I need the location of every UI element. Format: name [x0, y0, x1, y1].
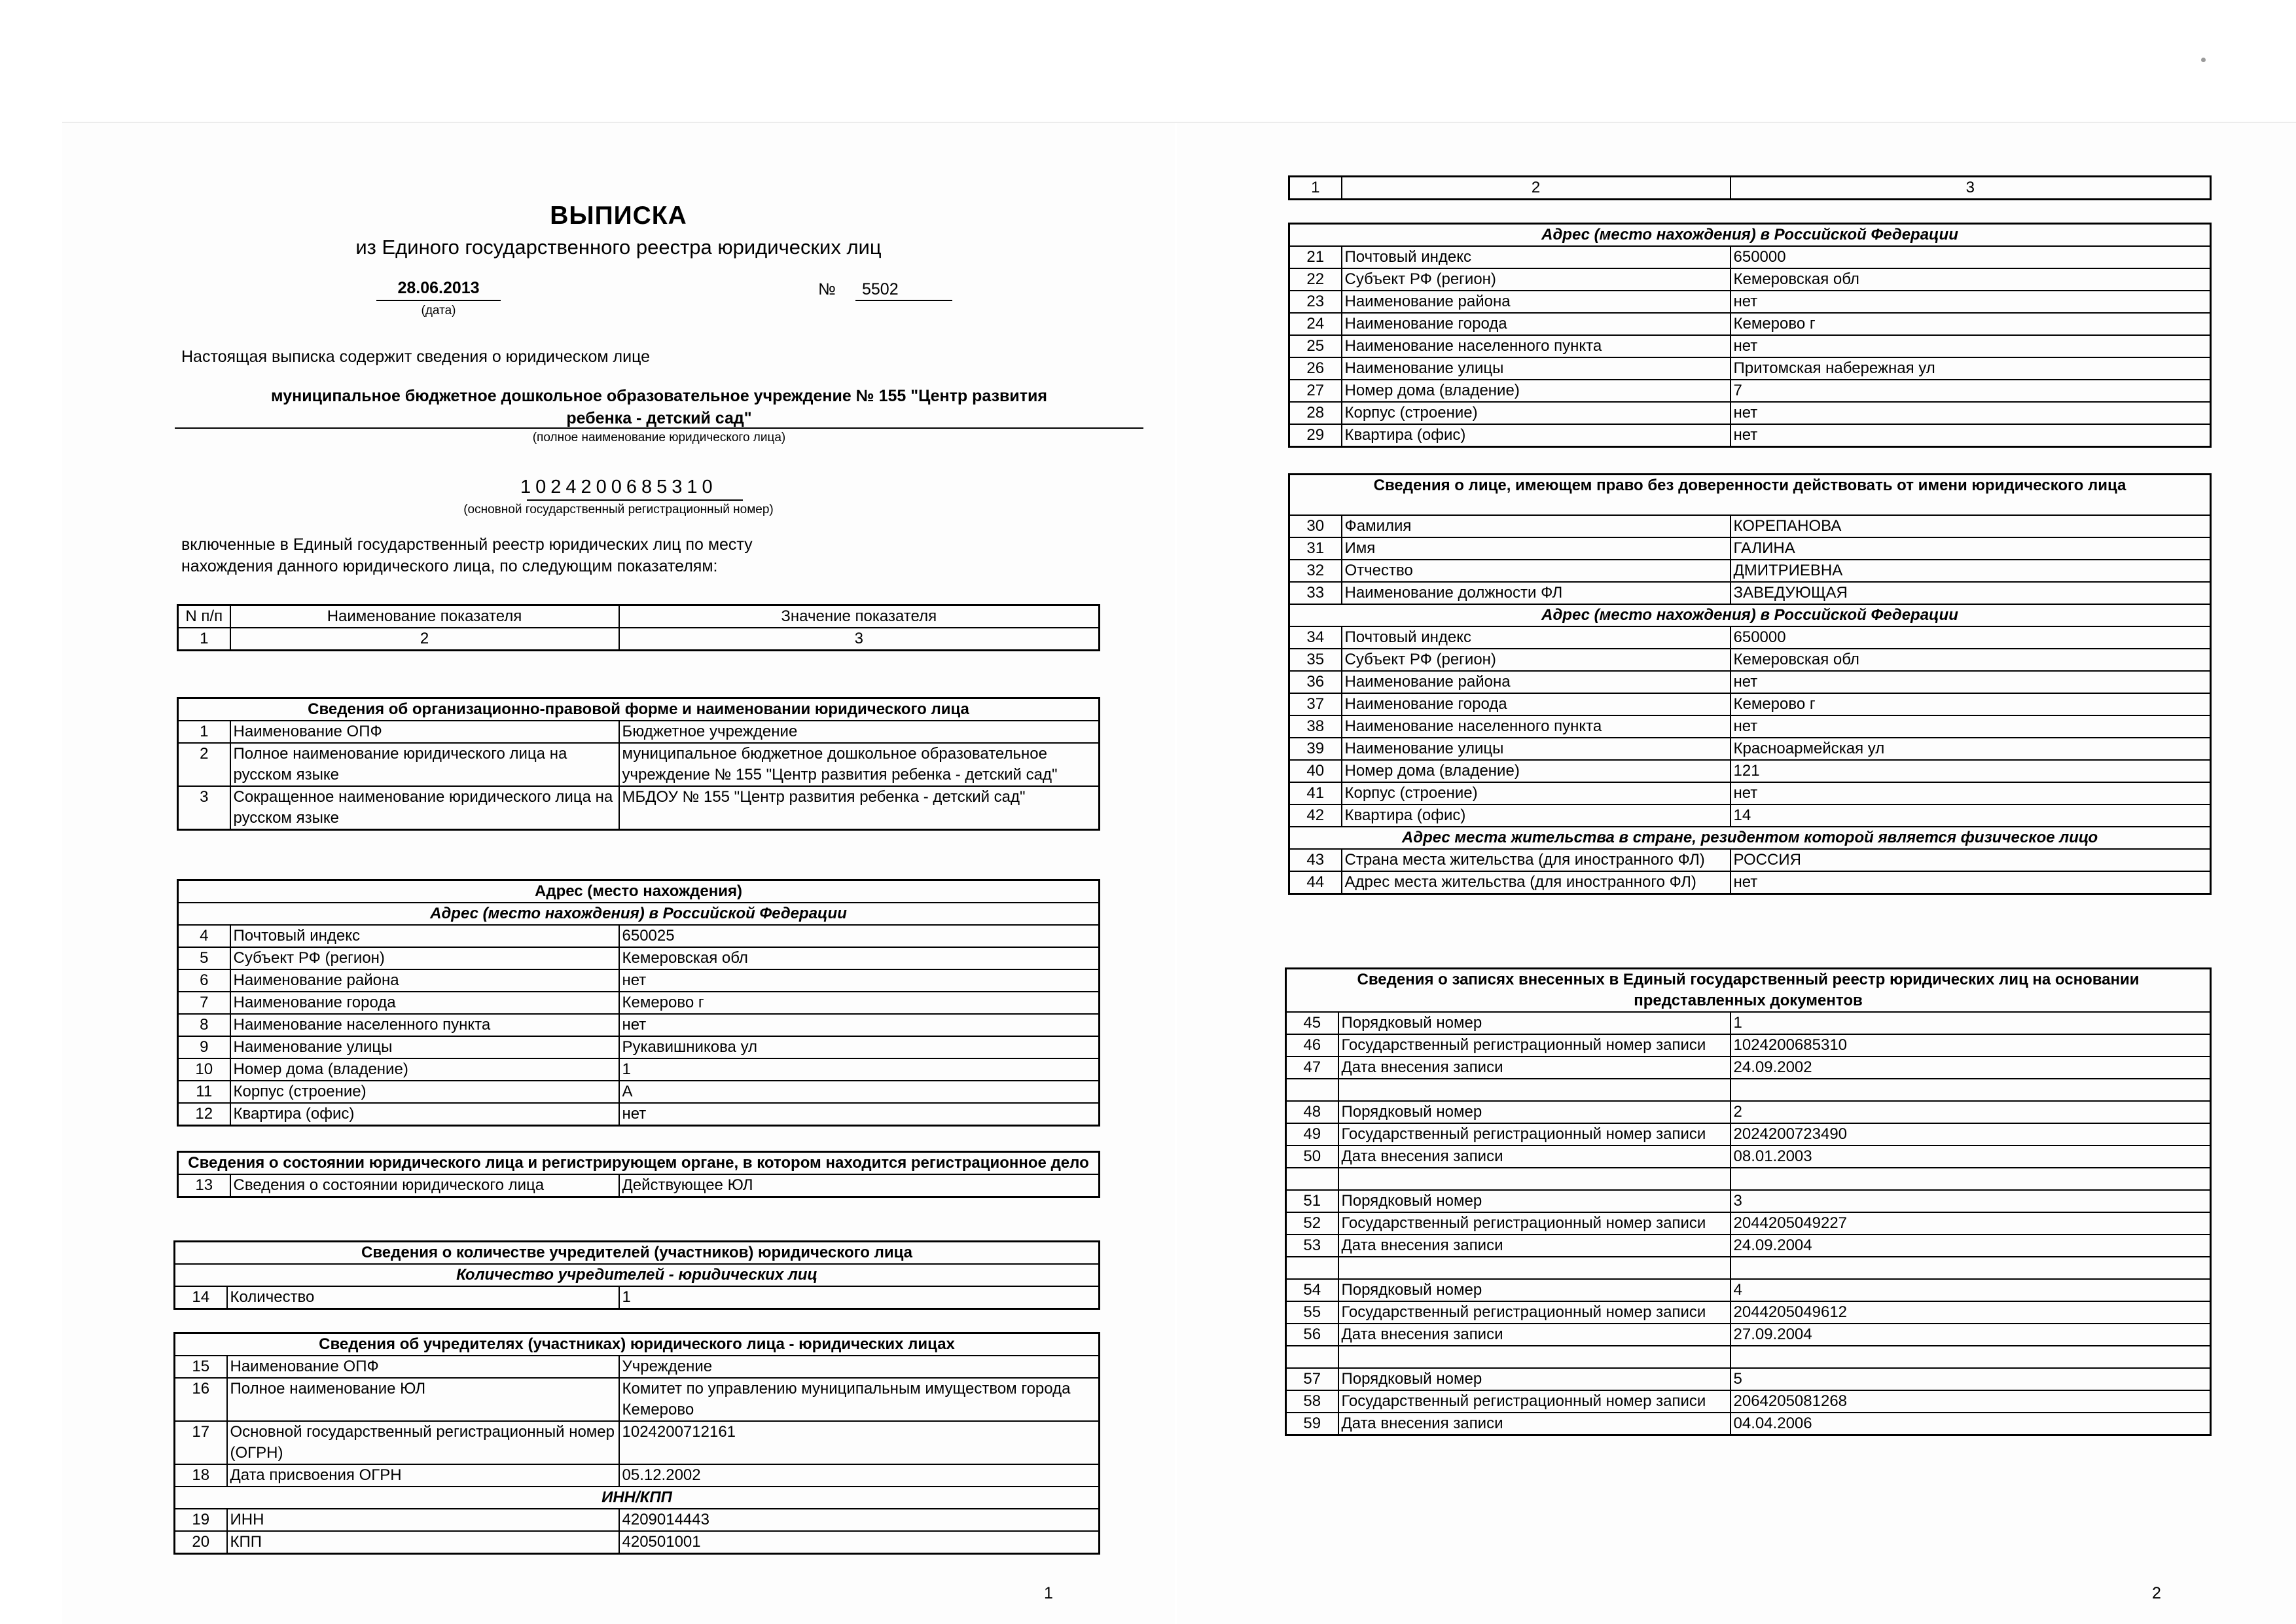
- org-name-caption: (полное наименование юридического лица): [532, 431, 786, 444]
- row-value: 420501001: [619, 1531, 1100, 1554]
- row-value: Учреждение: [619, 1356, 1100, 1378]
- row-value: 2044205049227: [1731, 1212, 2211, 1235]
- header-num2: 2: [1342, 177, 1731, 200]
- row-name: Наименование ОПФ: [227, 1356, 619, 1378]
- row-name: Почтовый индекс: [230, 925, 619, 947]
- row-value: ДМИТРИЕВНА: [1731, 560, 2211, 582]
- table-row: [1289, 626, 2211, 649]
- row-number: 10: [178, 1058, 230, 1081]
- blank-row: [1286, 1257, 2211, 1279]
- extract-date: 28.06.2013: [397, 279, 480, 297]
- row-number: 44: [1289, 871, 1342, 894]
- table-row: [1289, 313, 2211, 335]
- row-name: Порядковый номер: [1338, 1101, 1731, 1123]
- row-value: Кемеровская обл: [1731, 649, 2211, 671]
- row-value: Кемерово г: [1731, 313, 2211, 335]
- ogrn-number: 1024200685310: [520, 477, 717, 497]
- row-number: 28: [1289, 402, 1342, 424]
- blank-row: [1286, 1168, 2211, 1190]
- table-row: [178, 721, 1100, 743]
- row-value: 650025: [619, 925, 1100, 947]
- row-name: Субъект РФ (регион): [230, 947, 619, 969]
- row-number: 8: [178, 1014, 230, 1036]
- row-value: А: [619, 1081, 1100, 1103]
- row-value: 1024200685310: [1731, 1034, 2211, 1056]
- row-number: 23: [1289, 291, 1342, 313]
- row-value: 4209014443: [619, 1509, 1100, 1531]
- included-text: [181, 534, 901, 577]
- row-name: КПП: [227, 1531, 619, 1554]
- table-row: [178, 925, 1100, 947]
- row-number: 20: [175, 1531, 227, 1554]
- row-value: нет: [1731, 715, 2211, 738]
- row-value: Притомская набережная ул: [1731, 357, 2211, 380]
- header-name: Наименование показателя: [230, 605, 619, 628]
- row-name: Наименование района: [230, 969, 619, 992]
- extract-number: 5502: [862, 280, 899, 298]
- row-name: Корпус (строение): [1342, 402, 1731, 424]
- row-value: 3: [1731, 1190, 2211, 1212]
- section-title: Сведения об организационно-правовой форме и наименовании юридического лица: [178, 698, 1100, 721]
- section-title: Сведения о количестве учредителей (участников) юридического лица: [175, 1242, 1100, 1265]
- table-row: [1289, 291, 2211, 313]
- table-row: [1289, 804, 2211, 827]
- row-number: 35: [1289, 649, 1342, 671]
- org-full-name-line1: муниципальное бюджетное дошкольное образовательное учреждение № 155 "Центр развития: [271, 387, 1047, 405]
- page-left: [62, 123, 1175, 1624]
- table-row: [1286, 1012, 2211, 1034]
- table-row: [1289, 357, 2211, 380]
- row-number: 32: [1289, 560, 1342, 582]
- row-value: Рукавишникова ул: [619, 1036, 1100, 1058]
- section-address: [177, 879, 1100, 1127]
- row-value: 650000: [1731, 626, 2211, 649]
- row-name: Наименование района: [1342, 291, 1731, 313]
- header-value: Значение показателя: [619, 605, 1100, 628]
- section-org-form: [177, 697, 1100, 831]
- row-value: нет: [1731, 335, 2211, 357]
- row-value: нет: [1731, 782, 2211, 804]
- table-row: [1289, 560, 2211, 582]
- row-value: 05.12.2002: [619, 1464, 1100, 1487]
- row-name: Количество: [227, 1286, 619, 1309]
- section-authorized-person: [1288, 473, 2212, 895]
- table-row: [1286, 1235, 2211, 1257]
- date-caption: (дата): [421, 304, 456, 317]
- row-name: Государственный регистрационный номер записи: [1338, 1212, 1731, 1235]
- row-number: 42: [1289, 804, 1342, 827]
- row-name: Квартира (офис): [230, 1103, 619, 1126]
- table-row: [1289, 715, 2211, 738]
- table-row: [1286, 1123, 2211, 1146]
- table-row: [178, 992, 1100, 1014]
- row-name: Дата присвоения ОГРН: [227, 1464, 619, 1487]
- row-name: Наименование должности ФЛ: [1342, 582, 1731, 604]
- row-value: 1: [1731, 1012, 2211, 1034]
- scan-speck: [2201, 58, 2206, 62]
- row-name: Наименование района: [1342, 671, 1731, 693]
- row-number: 51: [1286, 1190, 1338, 1212]
- row-number: 14: [175, 1286, 227, 1309]
- row-name: Квартира (офис): [1342, 804, 1731, 827]
- table-row: [1289, 537, 2211, 560]
- org-full-name-line2: ребенка - детский сад": [566, 409, 752, 427]
- row-name: Порядковый номер: [1338, 1279, 1731, 1301]
- row-number: 39: [1289, 738, 1342, 760]
- header-table: [177, 604, 1100, 651]
- date-underline: [376, 300, 501, 301]
- row-number: 57: [1286, 1368, 1338, 1390]
- row-number: 33: [1289, 582, 1342, 604]
- row-number: 30: [1289, 515, 1342, 537]
- table-row: [1286, 1301, 2211, 1324]
- section-subtitle: Адрес (место нахождения) в Российской Федерации: [1289, 604, 2211, 626]
- row-number: 24: [1289, 313, 1342, 335]
- table-row: [1289, 738, 2211, 760]
- page-right: [1177, 123, 2296, 1624]
- section-founders-count: [173, 1240, 1100, 1310]
- row-number: 38: [1289, 715, 1342, 738]
- table-row: [178, 947, 1100, 969]
- row-value: 04.04.2006: [1731, 1413, 2211, 1435]
- row-name: Корпус (строение): [1342, 782, 1731, 804]
- table-row: [1289, 649, 2211, 671]
- row-name: Дата внесения записи: [1338, 1235, 1731, 1257]
- table-row: [175, 1356, 1100, 1378]
- row-value: нет: [619, 1014, 1100, 1036]
- row-number: 36: [1289, 671, 1342, 693]
- row-value: ГАЛИНА: [1731, 537, 2211, 560]
- table-row: [1289, 782, 2211, 804]
- row-name: Наименование ОПФ: [230, 721, 619, 743]
- row-name: Наименование населенного пункта: [230, 1014, 619, 1036]
- table-row: [175, 1464, 1100, 1487]
- row-value: 2044205049612: [1731, 1301, 2211, 1324]
- row-number: 34: [1289, 626, 1342, 649]
- section-title: Сведения о лице, имеющем право без доверенности действовать от имени юридического лица: [1289, 475, 2211, 516]
- header-num2: 2: [230, 628, 619, 651]
- row-value: 08.01.2003: [1731, 1146, 2211, 1168]
- row-number: 5: [178, 947, 230, 969]
- row-name: Наименование улицы: [1342, 738, 1731, 760]
- table-row: [1286, 1390, 2211, 1413]
- row-name: Дата внесения записи: [1338, 1324, 1731, 1346]
- row-number: 43: [1289, 849, 1342, 871]
- row-name: ИНН: [227, 1509, 619, 1531]
- row-number: 12: [178, 1103, 230, 1126]
- table-row: [1286, 1056, 2211, 1079]
- section-subtitle: Количество учредителей - юридических лиц: [175, 1264, 1100, 1286]
- table-row: [1286, 1368, 2211, 1390]
- row-number: 7: [178, 992, 230, 1014]
- document-subtitle: из Единого государственного реестра юридических лиц: [355, 236, 882, 259]
- row-value: Действующее ЮЛ: [619, 1174, 1100, 1197]
- table-row: [1289, 671, 2211, 693]
- section-status: [177, 1151, 1100, 1198]
- section-records: [1285, 967, 2212, 1436]
- row-name: Субъект РФ (регион): [1342, 649, 1731, 671]
- row-value: Кемерово г: [619, 992, 1100, 1014]
- row-number: 41: [1289, 782, 1342, 804]
- row-value: Красноармейская ул: [1731, 738, 2211, 760]
- row-number: 56: [1286, 1324, 1338, 1346]
- row-value: 14: [1731, 804, 2211, 827]
- header-num1: 1: [1289, 177, 1342, 200]
- section-address-cont: [1288, 223, 2212, 448]
- row-number: 18: [175, 1464, 227, 1487]
- row-number: 26: [1289, 357, 1342, 380]
- row-value: 1024200712161: [619, 1421, 1100, 1464]
- row-value: Кемерово г: [1731, 693, 2211, 715]
- table-row: [1289, 335, 2211, 357]
- row-number: 9: [178, 1036, 230, 1058]
- table-row: [175, 1531, 1100, 1554]
- table-row: [1289, 246, 2211, 268]
- row-value: 121: [1731, 760, 2211, 782]
- section-founders: [173, 1332, 1100, 1555]
- row-name: Полное наименование юридического лица на русском языке: [230, 743, 619, 786]
- table-row: [1286, 1413, 2211, 1435]
- row-value: 2064205081268: [1731, 1390, 2211, 1413]
- table-row: [1289, 582, 2211, 604]
- row-number: 3: [178, 786, 230, 830]
- row-name: Наименование улицы: [1342, 357, 1731, 380]
- ogrn-underline: [527, 499, 743, 501]
- section-title: Сведения о состоянии юридического лица и регистрирующем органе, в котором находится регистрационное дело: [178, 1152, 1100, 1175]
- table-row: [1289, 760, 2211, 782]
- table-row: [178, 743, 1100, 786]
- row-number: 1: [178, 721, 230, 743]
- row-number: 50: [1286, 1146, 1338, 1168]
- page-number: 2: [2152, 1584, 2161, 1602]
- row-name: Государственный регистрационный номер записи: [1338, 1034, 1731, 1056]
- table-row: [175, 1421, 1100, 1464]
- row-value: КОРЕПАНОВА: [1731, 515, 2211, 537]
- row-value: 24.09.2004: [1731, 1235, 2211, 1257]
- row-name: Страна места жительства (для иностранного ФЛ): [1342, 849, 1731, 871]
- row-value: нет: [1731, 402, 2211, 424]
- row-number: 45: [1286, 1012, 1338, 1034]
- blank-row: [1286, 1079, 2211, 1101]
- row-name: Основной государственный регистрационный номер (ОГРН): [227, 1421, 619, 1464]
- row-value: нет: [619, 1103, 1100, 1126]
- table-row: [175, 1286, 1100, 1309]
- table-row: [1289, 424, 2211, 447]
- section-title: Сведения об учредителях (участниках) юридического лица - юридических лицах: [175, 1333, 1100, 1356]
- row-name: Порядковый номер: [1338, 1190, 1731, 1212]
- row-value: 27.09.2004: [1731, 1324, 2211, 1346]
- row-value: 1: [619, 1286, 1100, 1309]
- section-subtitle: ИНН/КПП: [175, 1487, 1100, 1509]
- row-number: 21: [1289, 246, 1342, 268]
- row-value: Бюджетное учреждение: [619, 721, 1100, 743]
- table-row: [175, 1378, 1100, 1421]
- row-name: Номер дома (владение): [1342, 760, 1731, 782]
- row-value: 5: [1731, 1368, 2211, 1390]
- row-number: 46: [1286, 1034, 1338, 1056]
- row-number: 4: [178, 925, 230, 947]
- table-row: [178, 1014, 1100, 1036]
- table-row: [1286, 1101, 2211, 1123]
- row-name: Адрес места жительства (для иностранного ФЛ): [1342, 871, 1731, 894]
- org-name-underline: [175, 427, 1143, 429]
- row-value: нет: [1731, 671, 2211, 693]
- row-name: Дата внесения записи: [1338, 1413, 1731, 1435]
- table-row: [1286, 1146, 2211, 1168]
- intro-text: Настоящая выписка содержит сведения о юридическом лице: [181, 348, 651, 366]
- table-row: [1289, 849, 2211, 871]
- table-row: [178, 1058, 1100, 1081]
- row-name: Порядковый номер: [1338, 1012, 1731, 1034]
- row-name: Дата внесения записи: [1338, 1056, 1731, 1079]
- org-full-name: [175, 385, 1143, 429]
- number-label: №: [818, 280, 836, 298]
- row-number: 15: [175, 1356, 227, 1378]
- row-number: 17: [175, 1421, 227, 1464]
- row-number: 58: [1286, 1390, 1338, 1413]
- row-number: 29: [1289, 424, 1342, 447]
- row-value: 650000: [1731, 246, 2211, 268]
- document-title: ВЫПИСКА: [550, 202, 687, 230]
- section-subtitle: Адрес места жительства в стране, резидентом которой является физическое лицо: [1289, 827, 2211, 849]
- row-name: Наименование города: [230, 992, 619, 1014]
- row-value: нет: [1731, 424, 2211, 447]
- table-row: [178, 786, 1100, 830]
- table-row: [1289, 402, 2211, 424]
- row-name: Имя: [1342, 537, 1731, 560]
- header-num1: 1: [178, 628, 230, 651]
- table-row: [178, 1036, 1100, 1058]
- section-subtitle: Адрес (место нахождения) в Российской Федерации: [1289, 224, 2211, 247]
- number-underline: [855, 300, 952, 301]
- row-name: Государственный регистрационный номер записи: [1338, 1301, 1731, 1324]
- table-row: [178, 1081, 1100, 1103]
- row-name: Сведения о состоянии юридического лица: [230, 1174, 619, 1197]
- row-name: Фамилия: [1342, 515, 1731, 537]
- row-name: Номер дома (владение): [230, 1058, 619, 1081]
- row-value: 4: [1731, 1279, 2211, 1301]
- table-row: [1289, 693, 2211, 715]
- row-number: 54: [1286, 1279, 1338, 1301]
- row-name: Порядковый номер: [1338, 1368, 1731, 1390]
- row-number: 40: [1289, 760, 1342, 782]
- included-line2: нахождения данного юридического лица, по следующим показателям:: [181, 557, 718, 575]
- table-row: [1289, 380, 2211, 402]
- row-name: Государственный регистрационный номер записи: [1338, 1123, 1731, 1146]
- row-name: Наименование города: [1342, 313, 1731, 335]
- row-value: 7: [1731, 380, 2211, 402]
- section-title: Сведения о записях внесенных в Единый государственный реестр юридических лиц на основании представленных документов: [1286, 969, 2211, 1013]
- row-name: Наименование города: [1342, 693, 1731, 715]
- row-value: РОССИЯ: [1731, 849, 2211, 871]
- table-row: [1289, 268, 2211, 291]
- row-name: Субъект РФ (регион): [1342, 268, 1731, 291]
- row-name: Номер дома (владение): [1342, 380, 1731, 402]
- row-name: Квартира (офис): [1342, 424, 1731, 447]
- table-row: [1286, 1212, 2211, 1235]
- row-name: Наименование населенного пункта: [1342, 715, 1731, 738]
- table-row: [1289, 871, 2211, 894]
- row-number: 25: [1289, 335, 1342, 357]
- page-number: 1: [1044, 1584, 1053, 1602]
- section-subtitle: Адрес (место нахождения) в Российской Федерации: [178, 903, 1100, 925]
- row-name: Сокращенное наименование юридического лица на русском языке: [230, 786, 619, 830]
- row-value: 1: [619, 1058, 1100, 1081]
- row-number: 53: [1286, 1235, 1338, 1257]
- row-name: Наименование населенного пункта: [1342, 335, 1731, 357]
- row-number: 13: [178, 1174, 230, 1197]
- row-value: МБДОУ № 155 "Центр развития ребенка - детский сад": [619, 786, 1100, 830]
- row-value: муниципальное бюджетное дошкольное образовательное учреждение № 155 "Центр развития ребенка - детский сад": [619, 743, 1100, 786]
- blank-row: [1286, 1346, 2211, 1368]
- row-name: Корпус (строение): [230, 1081, 619, 1103]
- row-number: 27: [1289, 380, 1342, 402]
- table-row: [1286, 1279, 2211, 1301]
- row-value: Кемеровская обл: [1731, 268, 2211, 291]
- row-number: 49: [1286, 1123, 1338, 1146]
- row-number: 55: [1286, 1301, 1338, 1324]
- row-value: нет: [1731, 291, 2211, 313]
- table-row: [178, 1103, 1100, 1126]
- table-row: [1286, 1190, 2211, 1212]
- row-value: 2024200723490: [1731, 1123, 2211, 1146]
- table-row: [1289, 515, 2211, 537]
- header-num3: 3: [1731, 177, 2211, 200]
- row-number: 31: [1289, 537, 1342, 560]
- table-row: [1286, 1034, 2211, 1056]
- row-number: 2: [178, 743, 230, 786]
- included-line1: включенные в Единый государственный реестр юридических лиц по месту: [181, 535, 753, 554]
- row-number: 52: [1286, 1212, 1338, 1235]
- row-name: Полное наименование ЮЛ: [227, 1378, 619, 1421]
- table-row: [175, 1509, 1100, 1531]
- row-number: 16: [175, 1378, 227, 1421]
- ogrn-caption: (основной государственный регистрационный номер): [463, 503, 774, 516]
- row-name: Наименование улицы: [230, 1036, 619, 1058]
- row-name: Дата внесения записи: [1338, 1146, 1731, 1168]
- row-number: 19: [175, 1509, 227, 1531]
- header-n: N п/п: [178, 605, 230, 628]
- row-number: 6: [178, 969, 230, 992]
- row-value: Комитет по управлению муниципальным имуществом города Кемерово: [619, 1378, 1100, 1421]
- row-name: Отчество: [1342, 560, 1731, 582]
- row-value: Кемеровская обл: [619, 947, 1100, 969]
- table-row: [1286, 1324, 2211, 1346]
- row-number: 37: [1289, 693, 1342, 715]
- table-row: [178, 1174, 1100, 1197]
- row-value: 24.09.2002: [1731, 1056, 2211, 1079]
- table-row: [178, 969, 1100, 992]
- row-number: 59: [1286, 1413, 1338, 1435]
- row-number: 47: [1286, 1056, 1338, 1079]
- row-value: ЗАВЕДУЮЩАЯ: [1731, 582, 2211, 604]
- row-name: Государственный регистрационный номер записи: [1338, 1390, 1731, 1413]
- row-value: нет: [619, 969, 1100, 992]
- row-name: Почтовый индекс: [1342, 246, 1731, 268]
- row-value: нет: [1731, 871, 2211, 894]
- row-name: Почтовый индекс: [1342, 626, 1731, 649]
- section-title: Адрес (место нахождения): [178, 880, 1100, 903]
- row-number: 11: [178, 1081, 230, 1103]
- header-num3: 3: [619, 628, 1100, 651]
- header-table: [1288, 175, 2212, 200]
- row-number: 22: [1289, 268, 1342, 291]
- row-number: 48: [1286, 1101, 1338, 1123]
- row-value: 2: [1731, 1101, 2211, 1123]
